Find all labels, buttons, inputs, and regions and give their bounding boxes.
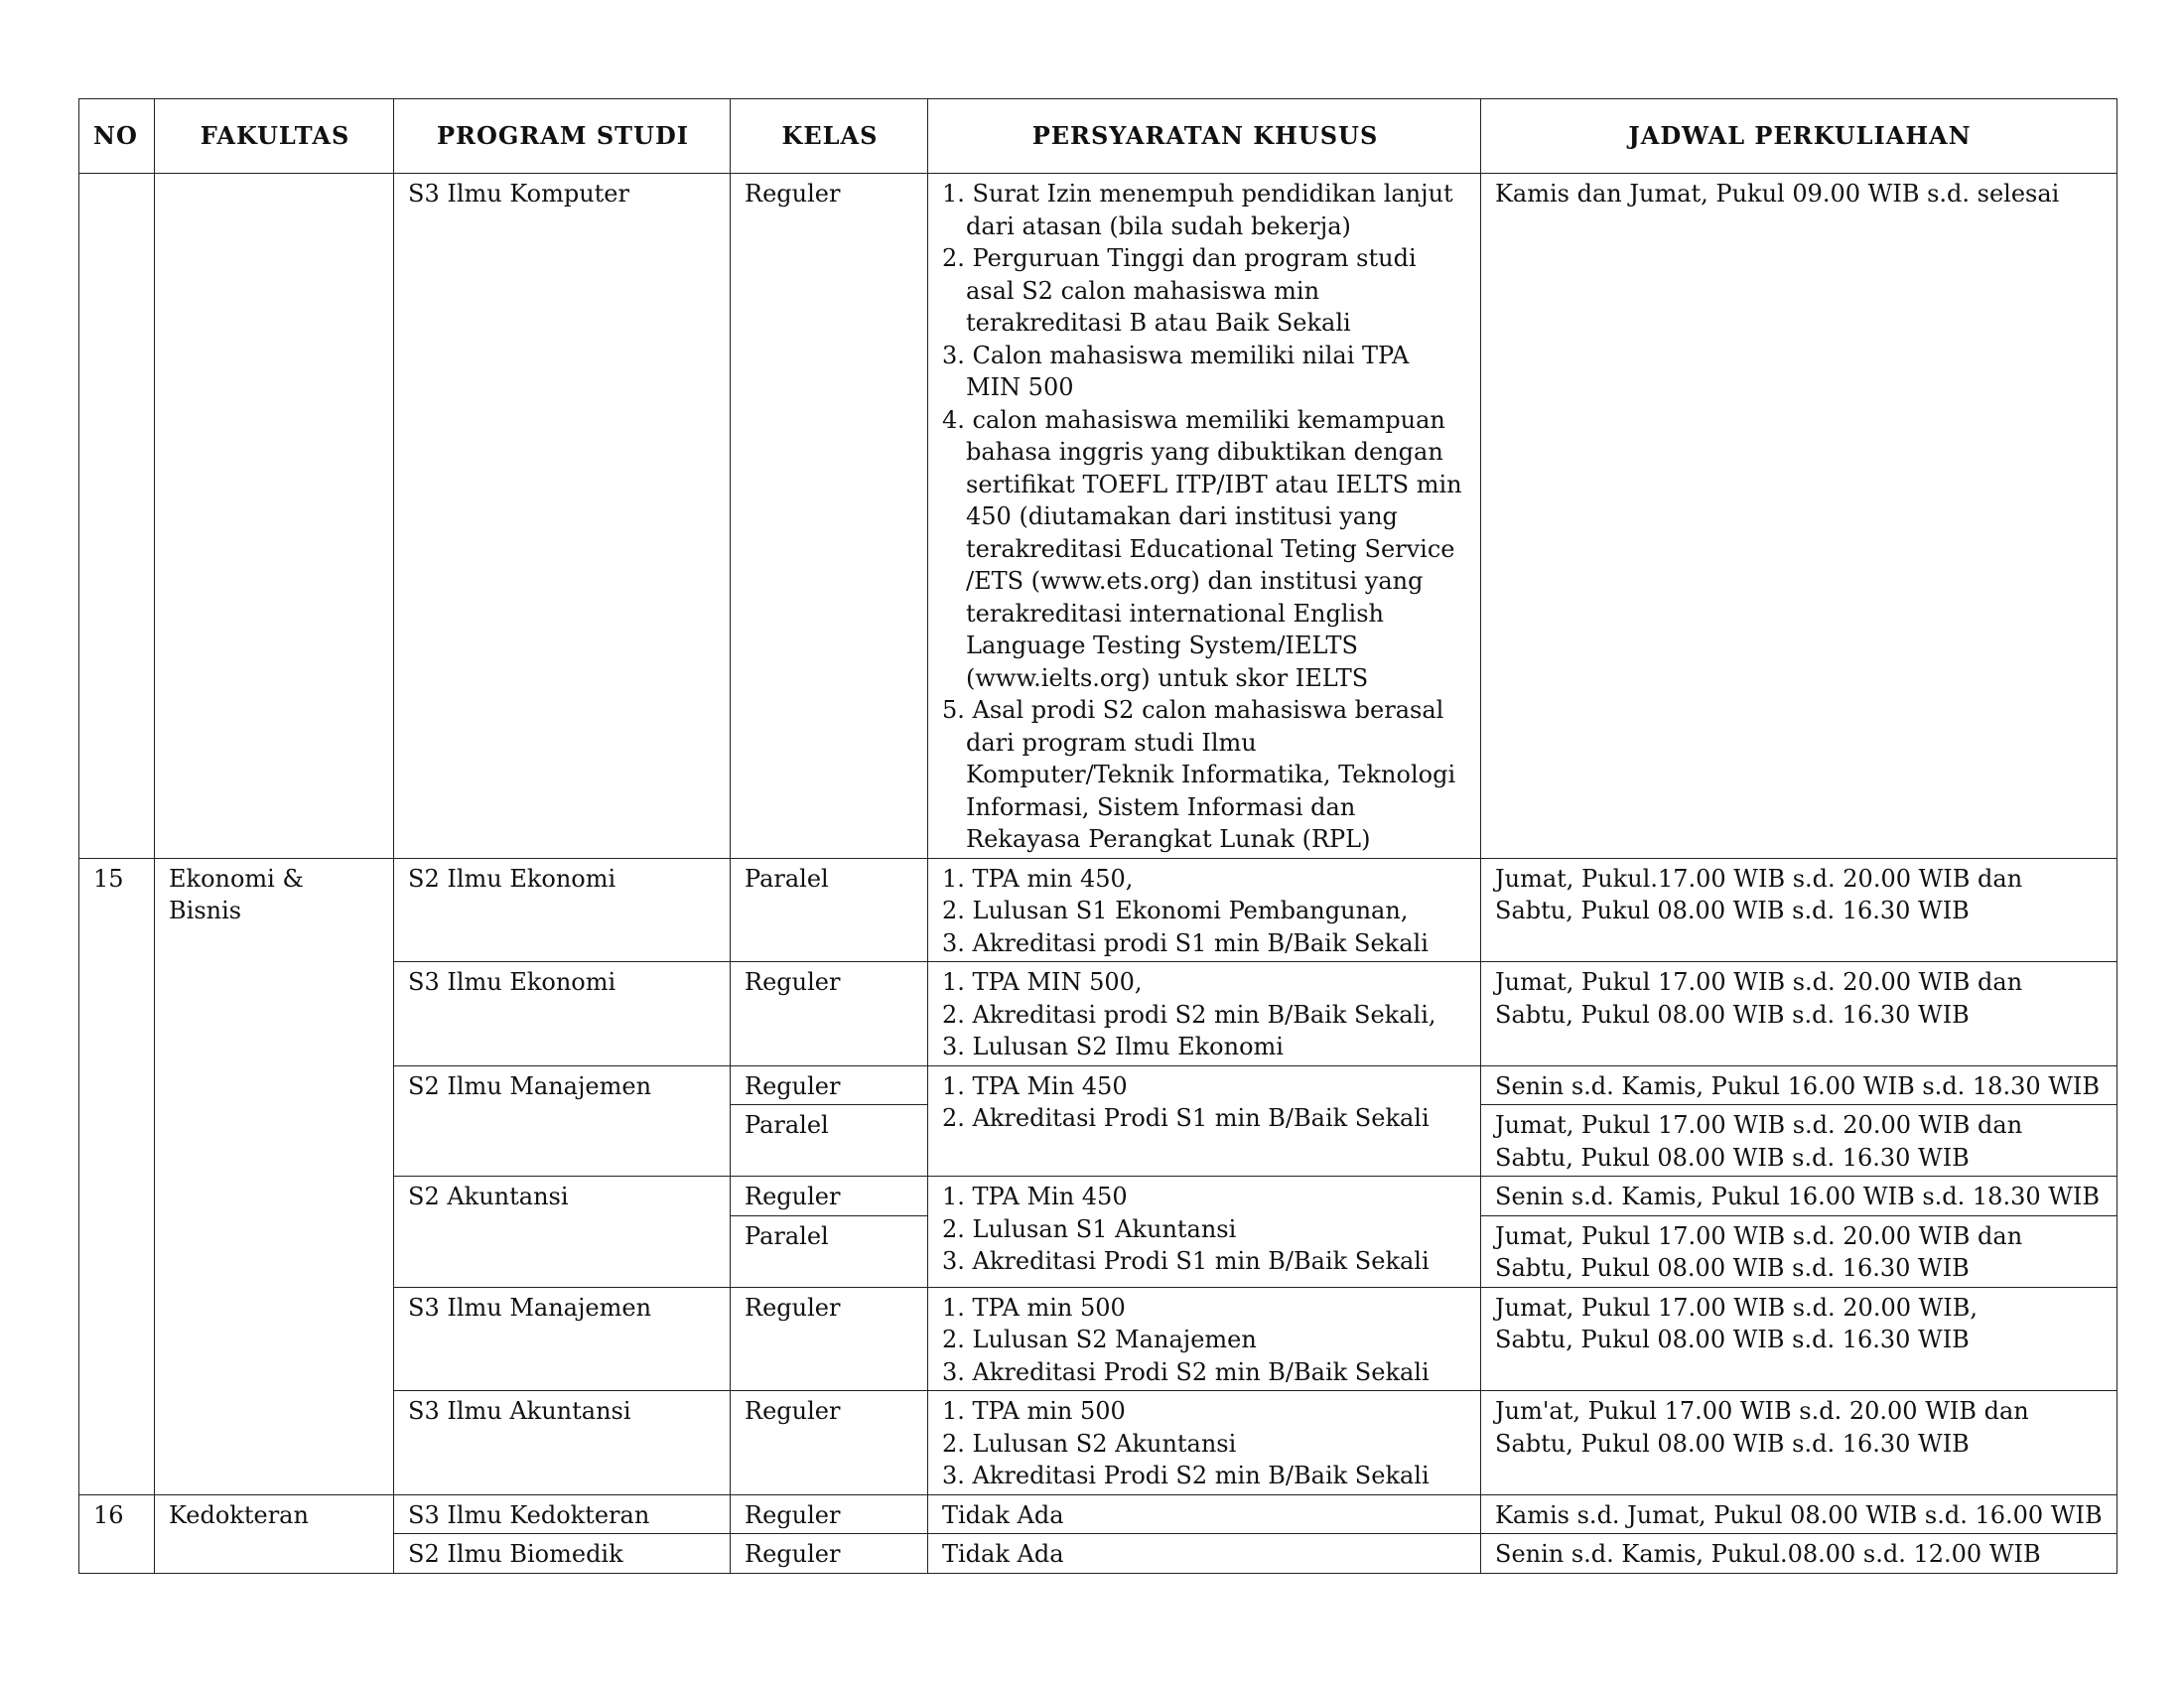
requirement-item: 3. Akreditasi Prodi S1 min B/Baik Sekali: [942, 1247, 1430, 1275]
cell-program: S2 Akuntansi: [394, 1177, 731, 1288]
cell-jadwal: [1481, 1105, 2117, 1177]
requirement-item: 1. TPA Min 450: [942, 1071, 1128, 1100]
requirement-item: 2. Akreditasi Prodi S1 min B/Baik Sekali: [942, 1104, 1430, 1132]
cell-jadwal: Kamis s.d. Jumat, Pukul 08.00 WIB s.d. 16.00 WIB: [1481, 1494, 2117, 1534]
cell-program: S3 Ilmu Komputer: [394, 174, 731, 859]
table-row: [79, 962, 2117, 1066]
cell-program: S2 Ilmu Ekonomi: [394, 858, 731, 962]
cell-program: S3 Ilmu Ekonomi: [394, 962, 731, 1066]
cell-no: [79, 1177, 155, 1216]
cell-kelas: Reguler: [731, 1065, 928, 1105]
table-row: [79, 174, 2117, 859]
requirement-item: 2. Lulusan S2 Manajemen: [942, 1326, 1257, 1353]
cell-jadwal: [1481, 962, 2117, 1066]
cell-jadwal: Senin s.d. Kamis, Pukul 16.00 WIB s.d. 18.30 WIB: [1481, 1065, 2117, 1105]
cell-program: S3 Ilmu Kedokteran: [394, 1494, 731, 1534]
cell-persyaratan: Tidak Ada: [928, 1534, 1481, 1574]
schedule-line: Jumat, Pukul 17.00 WIB s.d. 20.00 WIB dan: [1495, 968, 2023, 996]
cell-fakultas: [155, 962, 394, 1066]
requirement-item: 1. TPA min 500: [942, 1397, 1126, 1425]
header-kelas: KELAS: [731, 99, 928, 174]
program-table: [78, 98, 2117, 1574]
cell-persyaratan: Tidak Ada: [928, 1494, 1481, 1534]
cell-program: S3 Ilmu Manajemen: [394, 1287, 731, 1391]
requirement-item: 3. Akreditasi Prodi S2 min B/Baik Sekali: [942, 1357, 1430, 1386]
cell-jadwal: Kamis dan Jumat, Pukul 09.00 WIB s.d. selesai: [1481, 174, 2117, 859]
cell-kelas: Reguler: [731, 1494, 928, 1534]
cell-fakultas: [155, 1105, 394, 1177]
cell-fakultas: [155, 1215, 394, 1287]
cell-fakultas: [155, 1065, 394, 1105]
cell-kelas: Paralel: [731, 858, 928, 962]
requirement-item: 3. Akreditasi prodi S1 min B/Baik Sekali: [942, 928, 1429, 957]
cell-jadwal: [1481, 1215, 2117, 1287]
cell-no: 16: [79, 1494, 155, 1534]
cell-kelas: Reguler: [731, 1391, 928, 1495]
schedule-line: Jumat, Pukul 17.00 WIB s.d. 20.00 WIB,: [1495, 1293, 1979, 1322]
table-row: [79, 1494, 2117, 1534]
cell-fakultas: [155, 1287, 394, 1391]
cell-no: [79, 1534, 155, 1574]
schedule-line: Sabtu, Pukul 08.00 WIB s.d. 16.30 WIB: [1495, 897, 1970, 924]
requirement-item: 2. Lulusan S1 Ekonomi Pembangunan,: [942, 897, 1409, 924]
schedule-line: Sabtu, Pukul 08.00 WIB s.d. 16.30 WIB: [1495, 1000, 1970, 1029]
cell-program: S2 Ilmu Manajemen: [394, 1065, 731, 1177]
schedule-line: Jum'at, Pukul 17.00 WIB s.d. 20.00 WIB dan: [1495, 1397, 2029, 1425]
table-row: [79, 1065, 2117, 1105]
cell-no: 15: [79, 858, 155, 962]
requirements-list: [942, 178, 1468, 856]
requirement-item: 1. TPA min 500: [942, 1293, 1126, 1322]
cell-no: [79, 1105, 155, 1177]
cell-persyaratan: [928, 1391, 1481, 1495]
cell-persyaratan: [928, 858, 1481, 962]
requirement-item: 2. Lulusan S2 Akuntansi: [942, 1429, 1237, 1458]
cell-no: [79, 1065, 155, 1105]
document-page: [78, 98, 2117, 1574]
requirement-item: 3. Lulusan S2 Ilmu Ekonomi: [942, 1033, 1284, 1060]
table-row: [79, 1534, 2117, 1574]
requirement-item: 1. Surat Izin menempuh pendidikan lanjut dari atasan (bila sudah bekerja): [942, 180, 1453, 240]
cell-kelas: Reguler: [731, 1177, 928, 1216]
cell-kelas: Paralel: [731, 1105, 928, 1177]
cell-kelas: Reguler: [731, 174, 928, 859]
cell-no: [79, 962, 155, 1066]
cell-jadwal: [1481, 1391, 2117, 1495]
cell-jadwal: Senin s.d. Kamis, Pukul 16.00 WIB s.d. 18.30 WIB: [1481, 1177, 2117, 1216]
schedule-line: Sabtu, Pukul 08.00 WIB s.d. 16.30 WIB: [1495, 1429, 1970, 1458]
header-row: [79, 99, 2117, 174]
requirement-item: 3. Calon mahasiswa memiliki nilai TPA MIN 500: [942, 341, 1410, 401]
schedule-line: Jumat, Pukul 17.00 WIB s.d. 20.00 WIB dan: [1495, 1221, 2023, 1250]
cell-fakultas: Ekonomi & Bisnis: [155, 858, 394, 962]
schedule-line: Sabtu, Pukul 08.00 WIB s.d. 16.30 WIB: [1495, 1254, 1970, 1282]
cell-no: [79, 1215, 155, 1287]
cell-jadwal: [1481, 858, 2117, 962]
cell-kelas: Reguler: [731, 1287, 928, 1391]
table-row: [79, 858, 2117, 962]
requirement-item: 1. TPA min 450,: [942, 864, 1134, 893]
schedule-line: Sabtu, Pukul 08.00 WIB s.d. 16.30 WIB: [1495, 1326, 1970, 1353]
cell-jadwal: [1481, 1287, 2117, 1391]
requirement-item: 1. TPA Min 450: [942, 1183, 1128, 1210]
schedule-line: Jumat, Pukul.17.00 WIB s.d. 20.00 WIB dan: [1495, 864, 2023, 893]
requirement-item: 2. Lulusan S1 Akuntansi: [942, 1214, 1237, 1243]
cell-program: S3 Ilmu Akuntansi: [394, 1391, 731, 1495]
cell-no: [79, 1391, 155, 1495]
cell-persyaratan: [928, 1065, 1481, 1177]
cell-no: [79, 1287, 155, 1391]
requirement-item: 4. calon mahasiswa memiliki kemampuan bahasa inggris yang dibuktikan dengan sertifikat TOEFL ITP/IBT atau IELTS min 450 (diutamakan dari institusi yang terakreditasi Educational Teting Service /ETS (www.ets.org) dan institusi yang terakreditasi international English Language Testing System/IELTS (www.ielts.org) untuk skor IELTS: [942, 405, 1462, 692]
header-program-studi: PROGRAM STUDI: [394, 99, 731, 174]
requirement-item: 5. Asal prodi S2 calon mahasiswa berasal dari program studi Ilmu Komputer/Teknik Informatika, Teknologi Informasi, Sistem Informasi dan Rekayasa Perangkat Lunak (RPL): [942, 696, 1456, 853]
cell-fakultas: [155, 174, 394, 859]
requirement-item: 2. Akreditasi prodi S2 min B/Baik Sekali,: [942, 1000, 1436, 1029]
table-row: [79, 1391, 2117, 1495]
header-jadwal: JADWAL PERKULIAHAN: [1481, 99, 2117, 174]
cell-persyaratan: [928, 174, 1481, 859]
cell-fakultas: [155, 1391, 394, 1495]
header-fakultas: FAKULTAS: [155, 99, 394, 174]
cell-no: [79, 174, 155, 859]
header-persyaratan: PERSYARATAN KHUSUS: [928, 99, 1481, 174]
requirement-item: 2. Perguruan Tinggi dan program studi asal S2 calon mahasiswa min terakreditasi B atau Baik Sekali: [942, 244, 1417, 337]
schedule-line: Sabtu, Pukul 08.00 WIB s.d. 16.30 WIB: [1495, 1143, 1970, 1172]
cell-persyaratan: [928, 962, 1481, 1066]
requirement-item: 1. TPA MIN 500,: [942, 968, 1143, 996]
cell-kelas: Reguler: [731, 1534, 928, 1574]
cell-kelas: Paralel: [731, 1215, 928, 1287]
table-row: [79, 1177, 2117, 1216]
cell-fakultas: Kedokteran: [155, 1494, 394, 1534]
cell-persyaratan: [928, 1177, 1481, 1288]
cell-fakultas: [155, 1177, 394, 1216]
schedule-line: Jumat, Pukul 17.00 WIB s.d. 20.00 WIB dan: [1495, 1111, 2023, 1139]
cell-fakultas: [155, 1534, 394, 1574]
cell-kelas: Reguler: [731, 962, 928, 1066]
table-row: [79, 1287, 2117, 1391]
cell-program: S2 Ilmu Biomedik: [394, 1534, 731, 1574]
cell-jadwal: Senin s.d. Kamis, Pukul.08.00 s.d. 12.00 WIB: [1481, 1534, 2117, 1574]
cell-persyaratan: [928, 1287, 1481, 1391]
header-no: NO: [79, 99, 155, 174]
requirement-item: 3. Akreditasi Prodi S2 min B/Baik Sekali: [942, 1462, 1430, 1489]
